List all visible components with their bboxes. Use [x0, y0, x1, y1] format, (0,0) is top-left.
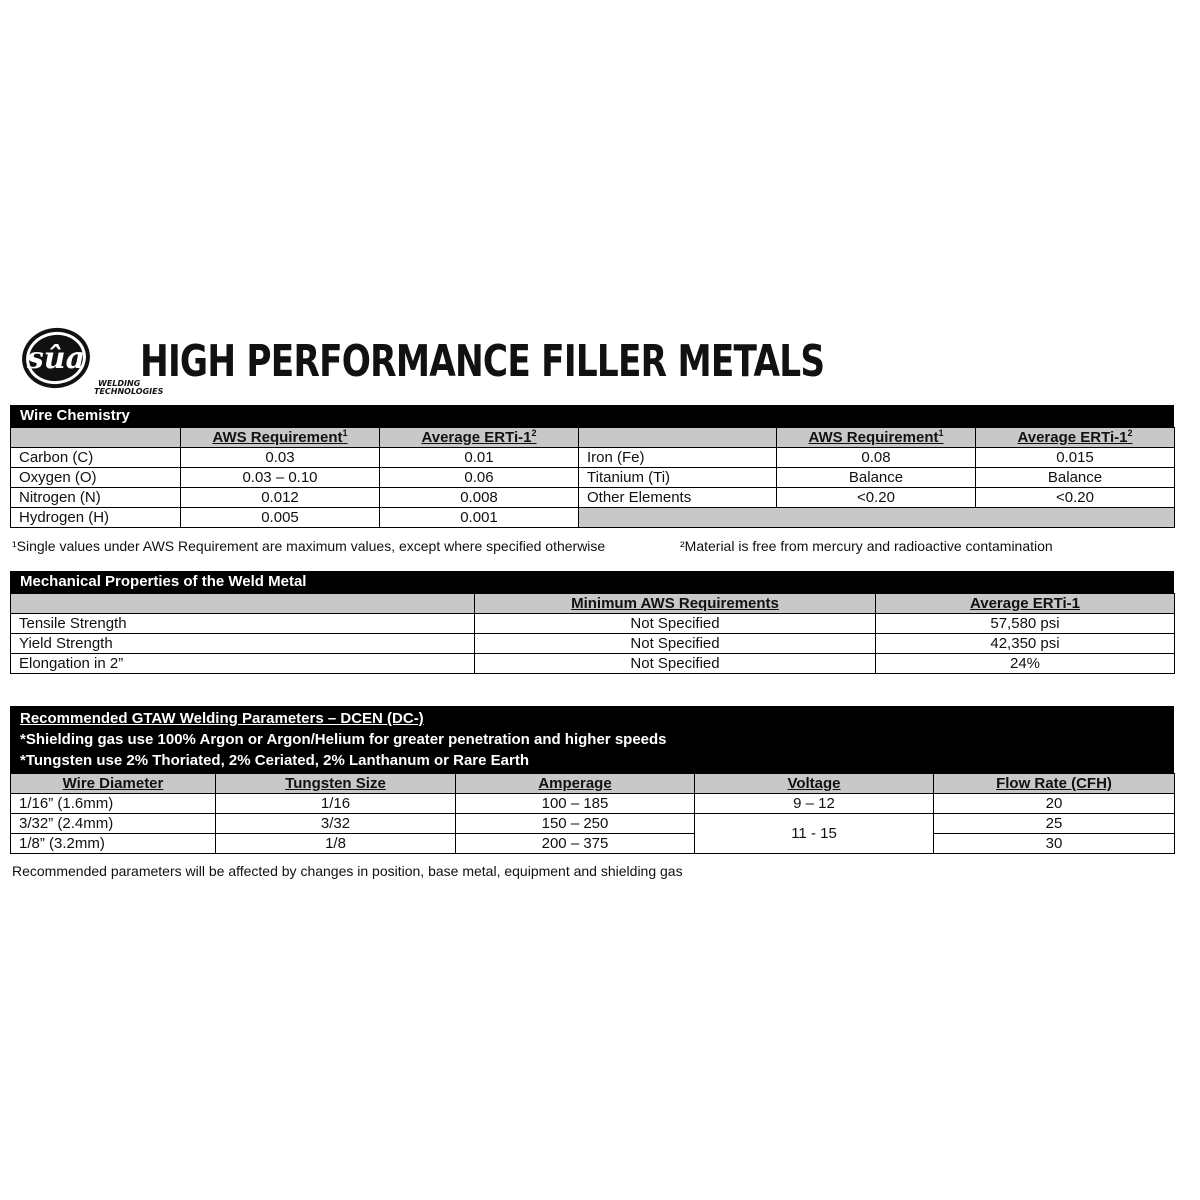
col-minimum-aws: Minimum AWS Requirements: [475, 594, 876, 614]
gtaw-tungsten-note: *Tungsten use 2% Thoriated, 2% Ceriated, 2% Lanthanum or Rare Earth: [20, 752, 529, 769]
element-name: Nitrogen (N): [11, 488, 181, 508]
element-name: Titanium (Ti): [579, 468, 777, 488]
col-tungsten-size: Tungsten Size: [216, 774, 456, 794]
gtaw-parameters-table: [10, 773, 1175, 854]
gtaw-parameters-section: [10, 706, 1174, 854]
property-name: Tensile Strength: [11, 614, 475, 634]
gtaw-shielding-note: *Shielding gas use 100% Argon or Argon/Helium for greater penetration and higher speeds: [20, 731, 667, 748]
wire-diameter: 1/16” (1.6mm): [11, 794, 216, 814]
average-value: 0.01: [380, 448, 579, 468]
wire-chemistry-table: [10, 427, 1175, 528]
table-row: [11, 654, 1175, 674]
brand-logo: [18, 322, 164, 398]
property-name: Elongation in 2”: [11, 654, 475, 674]
table-row: [11, 488, 1175, 508]
tungsten-size: 3/32: [216, 814, 456, 834]
amperage: 200 – 375: [456, 834, 695, 854]
average-value: 0.015: [976, 448, 1175, 468]
table-row: [11, 834, 1175, 854]
average-value: <0.20: [976, 488, 1175, 508]
logo-subtext-2: TECHNOLOGIES: [94, 387, 164, 396]
col-wire-diameter: Wire Diameter: [11, 774, 216, 794]
aws-value: Balance: [777, 468, 976, 488]
table-header-row: [11, 428, 1175, 448]
minimum-value: Not Specified: [475, 614, 876, 634]
aws-value: 0.005: [181, 508, 380, 528]
header-empty-cell: [11, 594, 475, 614]
wire-diameter: 3/32” (2.4mm): [11, 814, 216, 834]
element-name: Carbon (C): [11, 448, 181, 468]
minimum-value: Not Specified: [475, 634, 876, 654]
average-value: 57,580 psi: [876, 614, 1175, 634]
col-flow-rate: Flow Rate (CFH): [934, 774, 1175, 794]
table-row: [11, 814, 1175, 834]
element-name: Other Elements: [579, 488, 777, 508]
flow-rate: 30: [934, 834, 1175, 854]
aws-value: 0.08: [777, 448, 976, 468]
col-average-erti1: Average ERTi-1: [876, 594, 1175, 614]
table-row: [11, 448, 1175, 468]
element-name: Hydrogen (H): [11, 508, 181, 528]
wire-chemistry-section: [10, 405, 1174, 528]
mechanical-properties-table: [10, 593, 1175, 674]
table-header-row: [11, 594, 1175, 614]
table-row: [11, 508, 1175, 528]
gtaw-heading: Recommended GTAW Welding Parameters – DCEN (DC-): [20, 710, 424, 727]
table-row: [11, 634, 1175, 654]
element-name: Oxygen (O): [11, 468, 181, 488]
average-value: 0.001: [380, 508, 579, 528]
col-voltage: Voltage: [695, 774, 934, 794]
table-row: [11, 468, 1175, 488]
empty-filler-cell: [579, 508, 1175, 528]
average-value: Balance: [976, 468, 1175, 488]
aws-value: 0.03 – 0.10: [181, 468, 380, 488]
logo-subtext-1: WELDING: [98, 379, 141, 388]
flow-rate: 25: [934, 814, 1175, 834]
table-row: [11, 794, 1175, 814]
minimum-value: Not Specified: [475, 654, 876, 674]
footnote-1: ¹Single values under AWS Requirement are maximum values, except where specified otherwise: [12, 538, 606, 554]
aws-value: 0.03: [181, 448, 380, 468]
voltage: 9 – 12: [695, 794, 934, 814]
col-aws-requirement: AWS Requirement$^1$: [181, 428, 380, 448]
property-name: Yield Strength: [11, 634, 475, 654]
header-empty-cell: [11, 428, 181, 448]
flow-rate: 20: [934, 794, 1175, 814]
average-value: 0.008: [380, 488, 579, 508]
mechanical-properties-heading: Mechanical Properties of the Weld Metal: [10, 571, 1174, 593]
voltage: 11 - 15: [695, 814, 934, 854]
element-name: Iron (Fe): [579, 448, 777, 468]
page-title: HIGH PERFORMANCE FILLER METALS: [140, 336, 825, 387]
tungsten-size: 1/16: [216, 794, 456, 814]
header-empty-cell: [579, 428, 777, 448]
logo-wordmark: sûa: [26, 341, 86, 376]
col-average-erti1: Average ERTi-$1^2$: [380, 428, 579, 448]
aws-value: <0.20: [777, 488, 976, 508]
wire-diameter: 1/8” (3.2mm): [11, 834, 216, 854]
col-aws-requirement: AWS Requirement$^1$: [777, 428, 976, 448]
average-value: 0.06: [380, 468, 579, 488]
wire-chemistry-heading: Wire Chemistry: [10, 405, 1174, 427]
col-amperage: Amperage: [456, 774, 695, 794]
col-average-erti1: Average ERTi-$1^2$: [976, 428, 1175, 448]
aws-value: 0.012: [181, 488, 380, 508]
table-header-row: [11, 774, 1175, 794]
footnote-2: ²Material is free from mercury and radioactive contamination: [680, 538, 1053, 554]
gtaw-footnote: Recommended parameters will be affected by changes in position, base metal, equipment and shielding gas: [12, 863, 683, 879]
average-value: 42,350 psi: [876, 634, 1175, 654]
mechanical-properties-section: [10, 571, 1174, 674]
table-row: [11, 614, 1175, 634]
tungsten-size: 1/8: [216, 834, 456, 854]
gtaw-heading-bar: [10, 706, 1174, 773]
amperage: 100 – 185: [456, 794, 695, 814]
average-value: 24%: [876, 654, 1175, 674]
amperage: 150 – 250: [456, 814, 695, 834]
